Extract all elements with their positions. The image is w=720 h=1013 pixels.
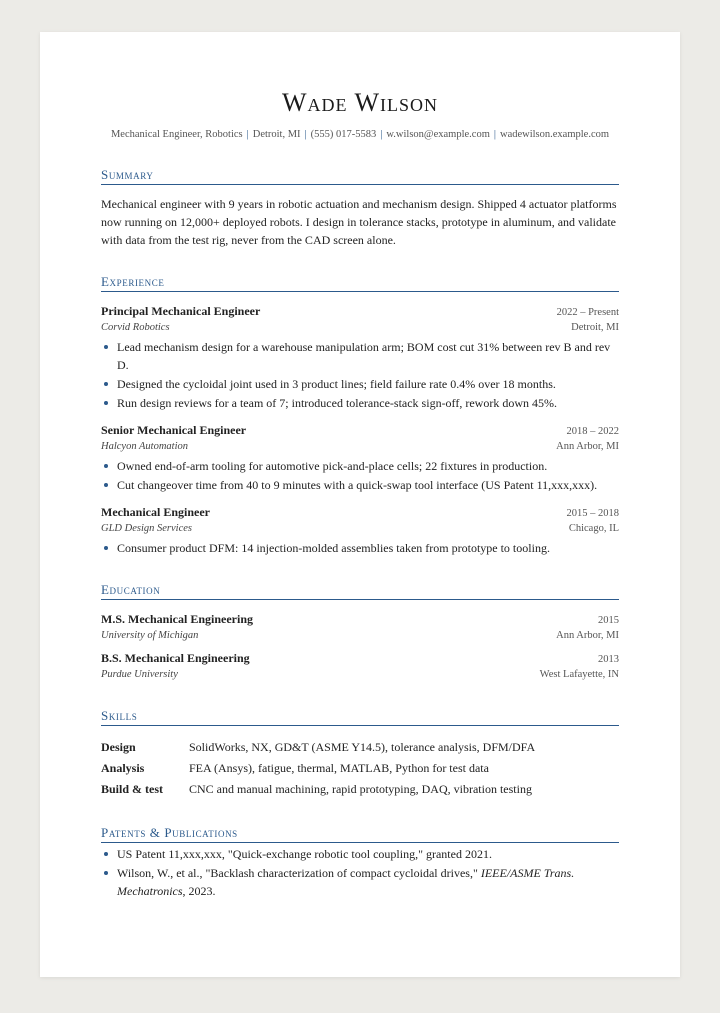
job-company: Corvid Robotics (101, 322, 170, 333)
separator: | (493, 129, 496, 140)
job-entry (101, 504, 619, 557)
degree: M.S. Mechanical Engineering (101, 612, 253, 626)
journal-name: IEEE/ASME Trans. Mechatronics (117, 866, 575, 898)
skill-label: Build & test (101, 782, 164, 796)
job-location: Chicago, IL (568, 523, 619, 534)
school: University of Michigan (101, 630, 199, 641)
contact-location: Detroit, MI (252, 129, 301, 140)
resume-content (101, 88, 619, 901)
skill-label: Design (101, 740, 136, 754)
degree: B.S. Mechanical Engineering (101, 651, 250, 665)
job-title: Principal Mechanical Engineer (101, 304, 261, 318)
contact-website[interactable]: wadewilson.example.com (499, 129, 610, 140)
section-title-patents: Patents & Publications (101, 825, 619, 843)
job-company: Halcyon Automation (101, 441, 189, 452)
bullet-item: Cut changeover time from 40 to 9 minutes with a quick-swap tool interface (US Patent 11,xxx,xxx). (101, 476, 619, 494)
section-title-experience: Experience (101, 274, 619, 292)
job-bullets (101, 539, 619, 557)
skill-label: Analysis (101, 761, 145, 775)
skill-value: CNC and manual machining, rapid prototyping, DAQ, vibration testing (189, 782, 532, 796)
bullet-item: Consumer product DFM: 14 injection-molded assemblies taken from prototype to tooling. (101, 539, 619, 557)
education-section (101, 582, 619, 683)
section-title-summary: Summary (101, 167, 619, 185)
publication-list (101, 845, 619, 900)
publication-item (101, 864, 619, 900)
contact-email[interactable]: w.wilson@example.com (386, 129, 490, 140)
skills-section (101, 708, 619, 800)
job-dates: 2022 – Present (556, 307, 619, 318)
bullet-item: Designed the cycloidal joint used in 3 product lines; field failure rate 0.4% over 18 months. (101, 375, 619, 393)
publication-text: US Patent 11,xxx,xxx, "Quick-exchange robotic tool coupling," granted 2021. (117, 847, 492, 861)
summary-section (101, 167, 619, 249)
school-location: Ann Arbor, MI (556, 630, 619, 641)
job-location: Ann Arbor, MI (556, 441, 619, 452)
skill-row (101, 737, 535, 758)
job-title: Mechanical Engineer (101, 505, 210, 519)
job-bullets (101, 338, 619, 412)
job-company: GLD Design Services (101, 523, 192, 534)
separator: | (304, 129, 307, 140)
bullet-item: Run design reviews for a team of 7; introduced tolerance-stack sign-off, rework down 45%. (101, 394, 619, 412)
job-dates: 2018 – 2022 (566, 426, 619, 437)
separator: | (380, 129, 383, 140)
degree-year: 2015 (598, 615, 619, 626)
patents-section (101, 825, 619, 900)
bullet-item: Owned end-of-arm tooling for automotive pick-and-place cells; 22 fixtures in production. (101, 457, 619, 475)
skill-value: SolidWorks, NX, GD&T (ASME Y14.5), tolerance analysis, DFM/DFA (189, 740, 536, 754)
summary-text: Mechanical engineer with 9 years in robotic actuation and mechanism design. Shipped 4 actuator platforms now running on 12,000+ deployed robots. I design in tolerance stacks, prototype in aluminum, and validate with data from the test rig, never from the CAD screen alone. (101, 197, 617, 247)
job-location: Detroit, MI (571, 322, 619, 333)
publication-suffix: , 2023. (182, 884, 216, 898)
skill-value: FEA (Ansys), fatigue, thermal, MATLAB, Python for test data (189, 761, 489, 775)
contact-line (101, 128, 619, 142)
school: Purdue University (101, 669, 178, 680)
publication-text: Wilson, W., et al., "Backlash characterization of compact cycloidal drives," (117, 866, 481, 880)
bullet-item: Lead mechanism design for a warehouse manipulation arm; BOM cost cut 31% between rev B and rev D. (101, 338, 619, 374)
job-dates: 2015 – 2018 (566, 508, 619, 519)
degree-year: 2013 (598, 654, 619, 665)
candidate-name: Wade Wilson (281, 88, 439, 117)
job-bullets (101, 457, 619, 494)
education-entry (101, 611, 619, 644)
experience-section (101, 274, 619, 557)
contact-phone: (555) 017-5583 (310, 129, 377, 140)
skill-row (101, 758, 535, 779)
job-entry (101, 422, 619, 494)
school-location: West Lafayette, IN (539, 669, 619, 680)
resume-page (40, 32, 680, 977)
skill-row (101, 779, 535, 800)
skills-table (101, 737, 535, 800)
job-entry (101, 303, 619, 412)
section-title-skills: Skills (101, 708, 619, 726)
separator: | (246, 129, 249, 140)
section-title-education: Education (101, 582, 619, 600)
education-entry (101, 650, 619, 683)
job-title: Senior Mechanical Engineer (101, 423, 247, 437)
contact-headline: Mechanical Engineer, Robotics (110, 129, 243, 140)
publication-item (101, 845, 619, 863)
